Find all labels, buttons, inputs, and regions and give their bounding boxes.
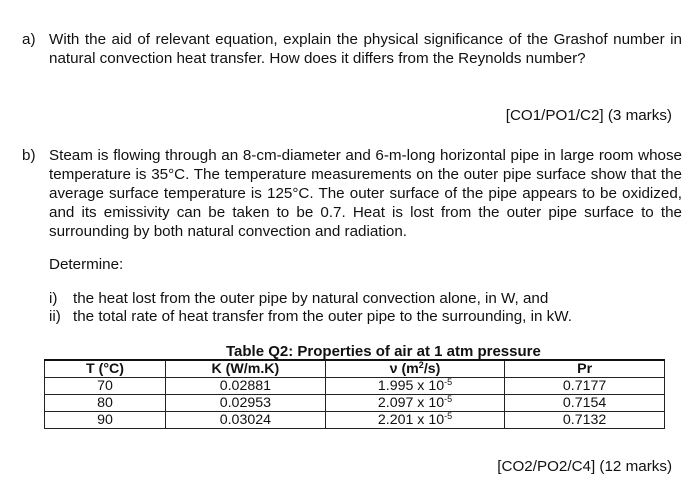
- header-temperature: T (°C): [45, 360, 166, 378]
- header-prandtl: Pr: [505, 360, 665, 378]
- sub-question-i-number: i): [49, 290, 58, 307]
- cell-conductivity: 0.02953: [165, 395, 325, 412]
- header-viscosity-exponent: 2: [418, 360, 424, 370]
- question-a-marks: [CO1/PO1/C2] (3 marks): [505, 107, 672, 124]
- cell-temperature: 80: [45, 395, 166, 412]
- cell-prandtl: 0.7132: [505, 412, 665, 429]
- question-a-label: a): [22, 31, 36, 48]
- cell-viscosity: [325, 395, 504, 412]
- cell-conductivity: 0.02881: [165, 378, 325, 395]
- sub-question-ii-number: ii): [49, 308, 61, 325]
- question-b: [22, 146, 682, 241]
- table-row: [45, 412, 665, 429]
- cell-temperature: 70: [45, 378, 166, 395]
- table-header-row: [45, 360, 665, 378]
- header-viscosity-unit: /s): [423, 361, 441, 377]
- cell-conductivity: 0.03024: [165, 412, 325, 429]
- air-properties-table: [44, 359, 665, 429]
- cell-viscosity-mantissa: 2.201 x 10: [377, 412, 445, 428]
- cell-viscosity-mantissa: 1.995 x 10: [377, 378, 445, 394]
- question-a-text: With the aid of relevant equation, explain the physical significance of the Grashof number in natural convection heat transfer. How does it differs from the Reynolds number?: [49, 31, 682, 67]
- cell-prandtl: 0.7177: [505, 378, 665, 395]
- header-viscosity: [325, 360, 504, 378]
- cell-viscosity: [325, 378, 504, 395]
- cell-viscosity-exponent: -5: [444, 394, 453, 404]
- cell-viscosity: [325, 412, 504, 429]
- determine-heading: Determine:: [49, 256, 124, 273]
- question-a: [22, 30, 682, 68]
- header-conductivity: K (W/m.K): [165, 360, 325, 378]
- cell-temperature: 90: [45, 412, 166, 429]
- question-b-text: Steam is flowing through an 8-cm-diameter and 6-m-long horizontal pipe in large room whose temperature is 35°C. The temperature measurements on the outer pipe surface show that the average surface temperature is 125°C. The outer surface of the pipe appears to be oxidized, and its emissivity can be taken to be 0.7. Heat is lost from the outer pipe surface to the surrounding by both natural convection and radiation.: [49, 147, 682, 240]
- cell-viscosity-mantissa: 2.097 x 10: [377, 395, 445, 411]
- sub-question-i-text: the heat lost from the outer pipe by natural convection alone, in W, and: [73, 290, 549, 307]
- header-viscosity-base: ν (m: [389, 361, 419, 377]
- question-b-label: b): [22, 147, 36, 164]
- cell-viscosity-exponent: -5: [444, 411, 453, 421]
- sub-question-ii-text: the total rate of heat transfer from the outer pipe to the surrounding, in kW.: [73, 308, 572, 325]
- question-b-marks: [CO2/PO2/C4] (12 marks): [497, 458, 672, 475]
- cell-viscosity-exponent: -5: [444, 377, 453, 387]
- cell-prandtl: 0.7154: [505, 395, 665, 412]
- sub-question-i: [49, 289, 548, 308]
- table-caption: Table Q2: Properties of air at 1 atm pressure: [226, 343, 541, 360]
- table-row: [45, 378, 665, 395]
- table-row: [45, 395, 665, 412]
- sub-question-ii: [49, 307, 572, 326]
